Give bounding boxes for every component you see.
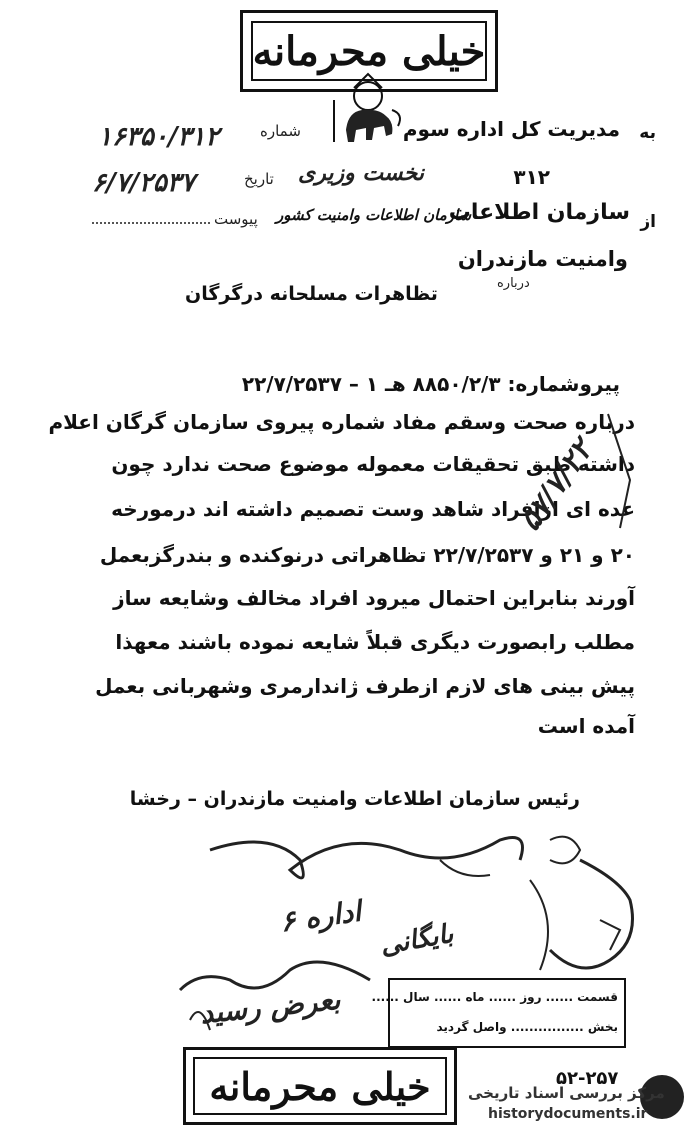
subject-label: درباره: [497, 276, 530, 291]
from-label: از: [640, 212, 656, 232]
attachment-label: پیوست: [214, 210, 258, 228]
document-code: ۵۲-۲۵۷: [556, 1068, 619, 1089]
watermark-en: historydocuments.ir: [488, 1106, 648, 1122]
body-line-4: ۲۰ و ۲۱ و ۲۲/۷/۲۵۳۷ تظاهراتی درنوکنده و بندرگزبعمل: [99, 543, 635, 567]
subject-value: تظاهرات مسلحانه درگرگان: [185, 283, 438, 305]
body-line-5: آورند بنابراین احتمال میرود افراد مخالف وشایعه ساز: [113, 586, 635, 610]
body-line-1: درباره صحت وسقم مفاد شماره پیروی سازمان گرگان اعلام: [48, 410, 635, 434]
handwritten-note-a: اداره ۶: [278, 894, 363, 939]
watermark-fa: مرکز بررسی اسناد تاریخی: [468, 1084, 665, 1102]
body-line-7: پیش بینی های لازم ازطرف ژاندارمری وشهربانی بعمل: [95, 674, 635, 698]
attachment-dots: [92, 222, 210, 224]
handwritten-note-c: بعرض رسید: [198, 982, 342, 1031]
org-print: سازمان اطلاعات وامنیت کشور: [276, 206, 472, 224]
handwritten-note-right: [520, 820, 650, 990]
from-value: سازمان اطلاعات: [448, 200, 630, 225]
number-label: شماره: [260, 122, 301, 140]
signature-line: رئیس سازمان اطلاعات وامنیت مازندران – رخشا: [129, 788, 580, 810]
ministry-label: نخست وزیری: [298, 160, 424, 186]
body-line-8: آمده است: [537, 714, 635, 738]
from-line2: وامنیت مازندران: [457, 247, 628, 271]
date-value: ۶/۷/۲۵۳۷: [92, 168, 195, 198]
received-row-2: بخش ................ واصل گردید: [436, 1020, 618, 1034]
body-line-6: مطلب رابصورت دیگری قبلاً شایعه نموده باشند معهذا: [115, 630, 635, 654]
number-312: ۳۱۲: [513, 165, 550, 189]
stamp-text: خیلی محرمانه: [252, 27, 486, 75]
number-value: ۱۶۳۵۰/۳۱۲: [98, 122, 220, 152]
received-stamp-box: [371, 978, 626, 1048]
margin-bracket-line: [600, 410, 640, 530]
body-line-2: داشته طبق تحقیقات معموله موضوع صحت ندارد چون: [111, 452, 635, 476]
stamp-text: خیلی محرمانه: [209, 1063, 431, 1109]
date-label: تاریخ: [244, 170, 274, 188]
handwritten-note-b: بایگانی: [377, 918, 456, 962]
to-label: به: [639, 123, 656, 143]
stamp-inner-border: [193, 1057, 447, 1115]
margin-handwritten-date: ۵۷/۷/۲۲: [512, 433, 600, 538]
handwritten-signature-scribble: [200, 820, 540, 900]
body-line-3: عده ای ازافراد شاهد وست تصمیم داشته اند درمورخه: [111, 497, 635, 521]
received-row-1: قسمت ...... روز ...... ماه ...... سال ......: [371, 990, 618, 1004]
to-value: مدیریت کل اداره سوم: [402, 117, 620, 141]
lion-and-sun-emblem-icon: [328, 70, 408, 155]
confidential-stamp-bottom: [183, 1047, 457, 1125]
reference-line: پیروشماره: ۸۸۵۰/۲/۳ هـ ۱ – ۲۲/۷/۲۵۳۷: [241, 372, 620, 396]
